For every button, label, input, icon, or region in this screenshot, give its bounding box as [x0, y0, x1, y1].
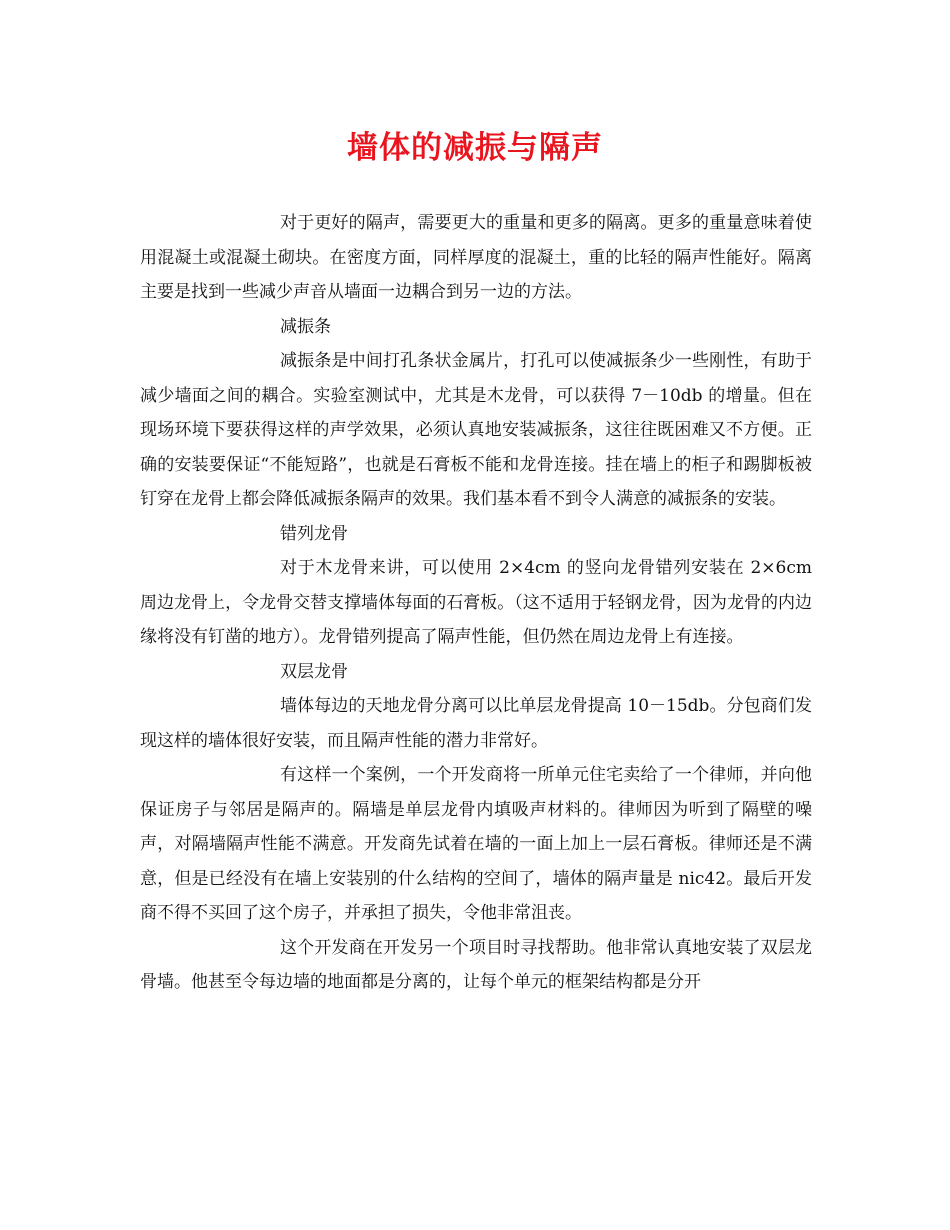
paragraph-damping-strip: 减振条是中间打孔条状金属片，打孔可以使减振条少一些刚性，有助于减少墙面之间的耦合。实验室测试中，尤其是木龙骨，可以获得 7－10db 的增量。但在现场环境下要获得这样的声学效果，必须认真地安装减振条，这往往既困难又不方便。正确的安装要保证“不能短路”，也就是石膏板不能和龙骨连接。挂在墙上的柜子和踢脚板被钉穿在龙骨上都会降低减振条隔声的效果。我们基本看不到令人满意的减振条的安装。 [140, 351, 812, 509]
section-heading-damping-strip: 减振条 [280, 316, 331, 337]
page-title: 墙体的减振与隔声 [347, 130, 603, 166]
paragraph-staggered-studs: 对于木龙骨来讲，可以使用 2×4cm 的竖向龙骨错列安装在 2×6cm 周边龙骨上，令龙骨交替支撑墙体每面的石膏板。（这不适用于轻钢龙骨，因为龙骨的内边缘将没有钉凿的地方）。龙骨错列提高了隔声性能，但仍然在周边龙骨上有连接。 [140, 558, 812, 647]
section-heading-staggered-studs: 错列龙骨 [280, 523, 348, 544]
paragraph-case-followup: 这个开发商在开发另一个项目时寻找帮助。他非常认真地安装了双层龙骨墙。他甚至令每边墙的地面都是分离的，让每个单元的框架结构都是分开 [140, 937, 812, 992]
paragraph-intro: 对于更好的隔声，需要更大的重量和更多的隔离。更多的重量意味着使用混凝土或混凝土砌块。在密度方面，同样厚度的混凝土，重的比轻的隔声性能好。隔离主要是找到一些减少声音从墙面一边耦合到另一边的方法。 [140, 213, 812, 302]
paragraph-double-studs: 墙体每边的天地龙骨分离可以比单层龙骨提高 10－15db。分包商们发现这样的墙体很好安装，而且隔声性能的潜力非常好。 [140, 696, 812, 751]
document-body [140, 206, 812, 1000]
paragraph-case-study: 有这样一个案例，一个开发商将一所单元住宅卖给了一个律师，并向他保证房子与邻居是隔声的。隔墙是单层龙骨内填吸声材料的。律师因为听到了隔壁的噪声，对隔墙隔声性能不满意。开发商先试着在墙的一面上加上一层石膏板。律师还是不满意，但是已经没有在墙上安装别的什么结构的空间了，墙体的隔声量是 nic42。最后开发商不得不买回了这个房子，并承担了损失，令他非常沮丧。 [140, 765, 812, 923]
section-heading-double-studs: 双层龙骨 [280, 661, 348, 682]
